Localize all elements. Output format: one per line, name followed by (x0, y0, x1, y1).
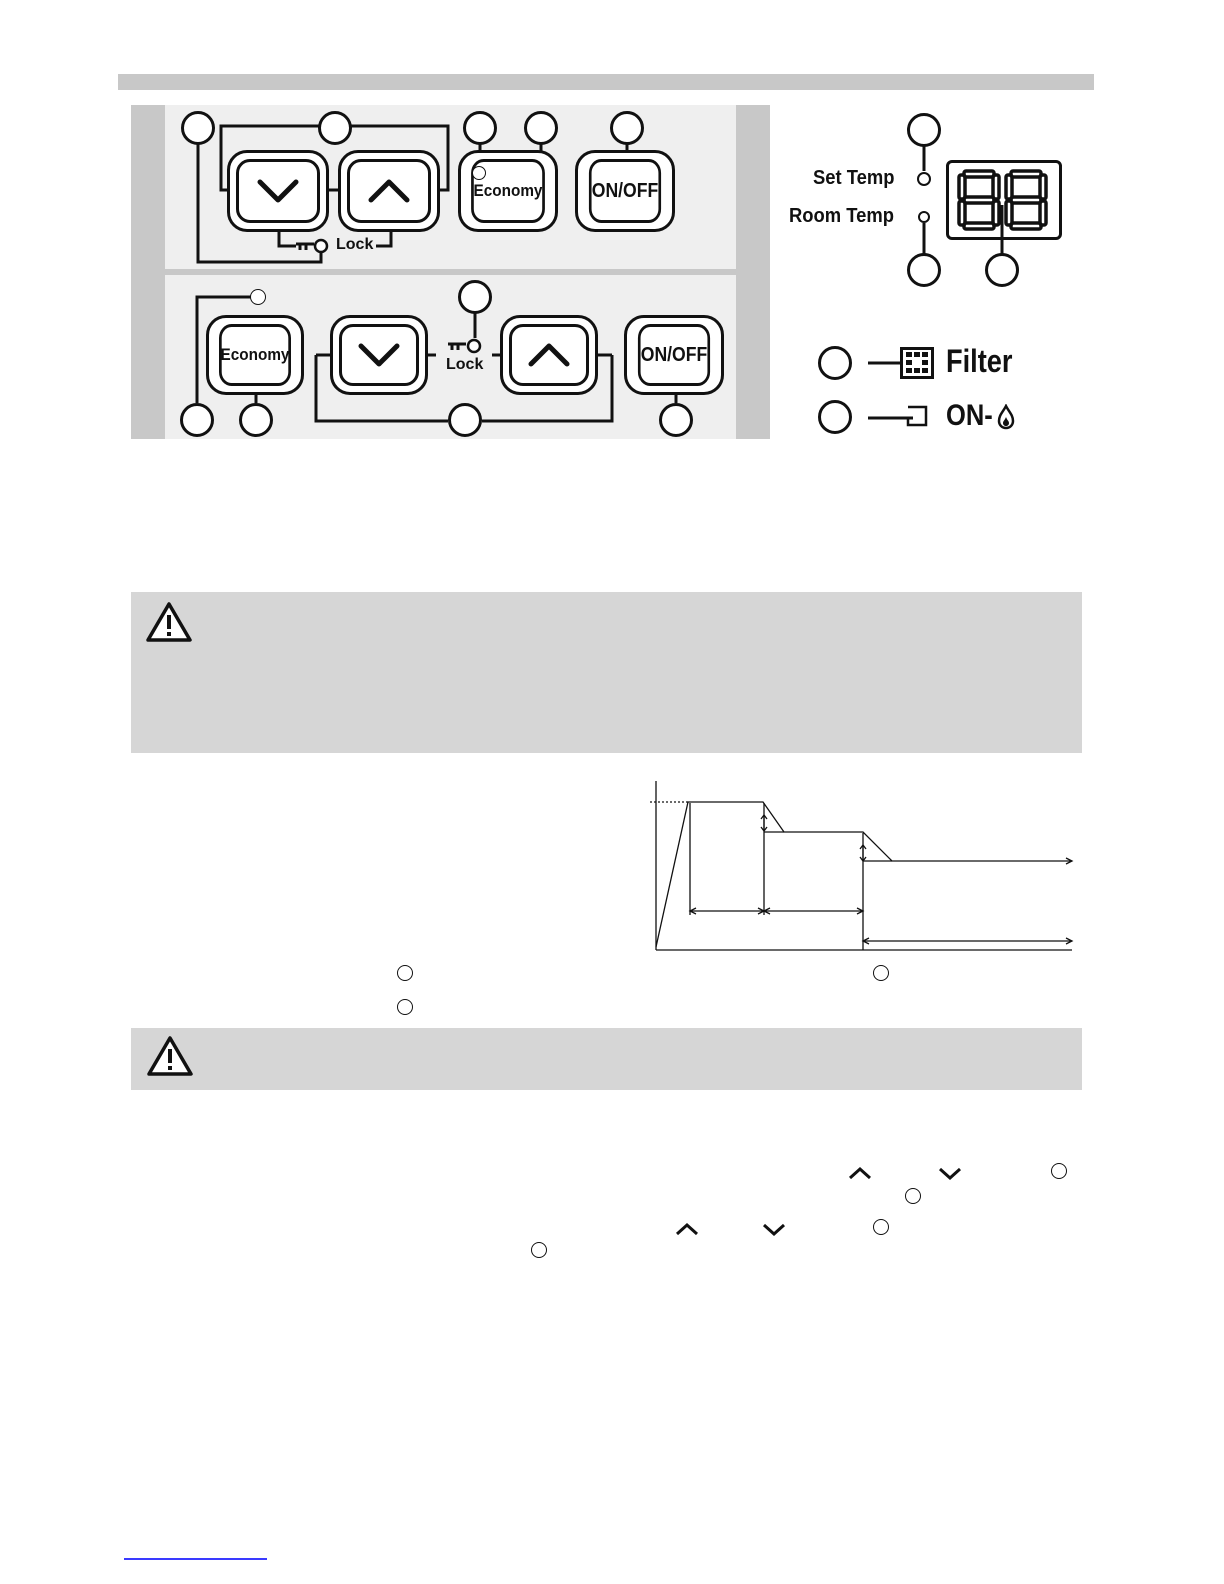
panel-b-onoff-button[interactable] (624, 315, 724, 395)
set-temp-led (917, 172, 931, 186)
callout-a2 (318, 111, 352, 145)
economy-indicator-led (472, 166, 486, 180)
panel-a-up-button[interactable] (338, 150, 440, 232)
chevron-up-icon (527, 342, 571, 368)
chevron-down-icon (762, 1222, 786, 1236)
chevron-up-icon (848, 1166, 872, 1180)
on-indicator-icon (906, 405, 928, 427)
room-temp-label: Room Temp (789, 205, 894, 227)
filter-grid-icon (900, 347, 934, 379)
economy-label: Economy (471, 159, 545, 223)
inline-callout-circle (905, 1188, 921, 1204)
callout-a4 (524, 111, 558, 145)
lock-label: Lock (446, 356, 484, 373)
inline-callout-circle (397, 999, 413, 1015)
chevron-down-icon (938, 1166, 962, 1180)
warning-box-1 (131, 592, 1082, 753)
callout-set-temp (907, 113, 941, 147)
warning-box-2 (131, 1028, 1082, 1090)
warning-triangle-icon (145, 601, 193, 643)
callout-a5 (610, 111, 644, 145)
key-icon (448, 338, 482, 356)
flame-icon (997, 404, 1015, 430)
panel-a-onoff-button[interactable] (575, 150, 675, 232)
callout-b4 (448, 403, 482, 437)
chevron-up-icon (675, 1222, 699, 1236)
inline-callout-circle (873, 1219, 889, 1235)
panel-b-up-button[interactable] (500, 315, 598, 395)
segment-digits-icon (949, 163, 1059, 237)
callout-filter (818, 346, 852, 380)
economy-temperature-graph (640, 775, 1080, 955)
footer-link-underline[interactable] (124, 1558, 267, 1560)
chevron-up-icon (367, 178, 411, 204)
seven-segment-display (946, 160, 1062, 240)
callout-b1 (458, 280, 492, 314)
on-label: ON- (946, 399, 993, 432)
callout-room-temp (907, 253, 941, 287)
economy-label: Economy (219, 324, 291, 386)
chevron-down-icon (357, 342, 401, 368)
lock-label: Lock (336, 236, 374, 253)
inline-callout-circle (397, 965, 413, 981)
callout-b2 (180, 403, 214, 437)
chevron-down-icon (256, 178, 300, 204)
callout-b5 (659, 403, 693, 437)
panel-a-economy-button[interactable] (458, 150, 558, 232)
panel-b-down-button[interactable] (330, 315, 428, 395)
inline-callout-circle (873, 965, 889, 981)
callout-a1 (181, 111, 215, 145)
room-temp-led (918, 211, 930, 223)
inline-callout-circle (531, 1242, 547, 1258)
filter-label: Filter (946, 343, 1013, 379)
onoff-label: ON/OFF (638, 324, 710, 386)
callout-a3 (463, 111, 497, 145)
set-temp-label: Set Temp (813, 167, 895, 189)
economy-indicator-led (250, 289, 266, 305)
panel-b-economy-button[interactable] (206, 315, 304, 395)
warning-triangle-icon (146, 1035, 194, 1077)
inline-callout-circle (1051, 1163, 1067, 1179)
key-icon (296, 238, 330, 256)
callout-digits (985, 253, 1019, 287)
callout-on-flame (818, 400, 852, 434)
onoff-label: ON/OFF (589, 159, 661, 223)
callout-b3 (239, 403, 273, 437)
panel-a-down-button[interactable] (227, 150, 329, 232)
